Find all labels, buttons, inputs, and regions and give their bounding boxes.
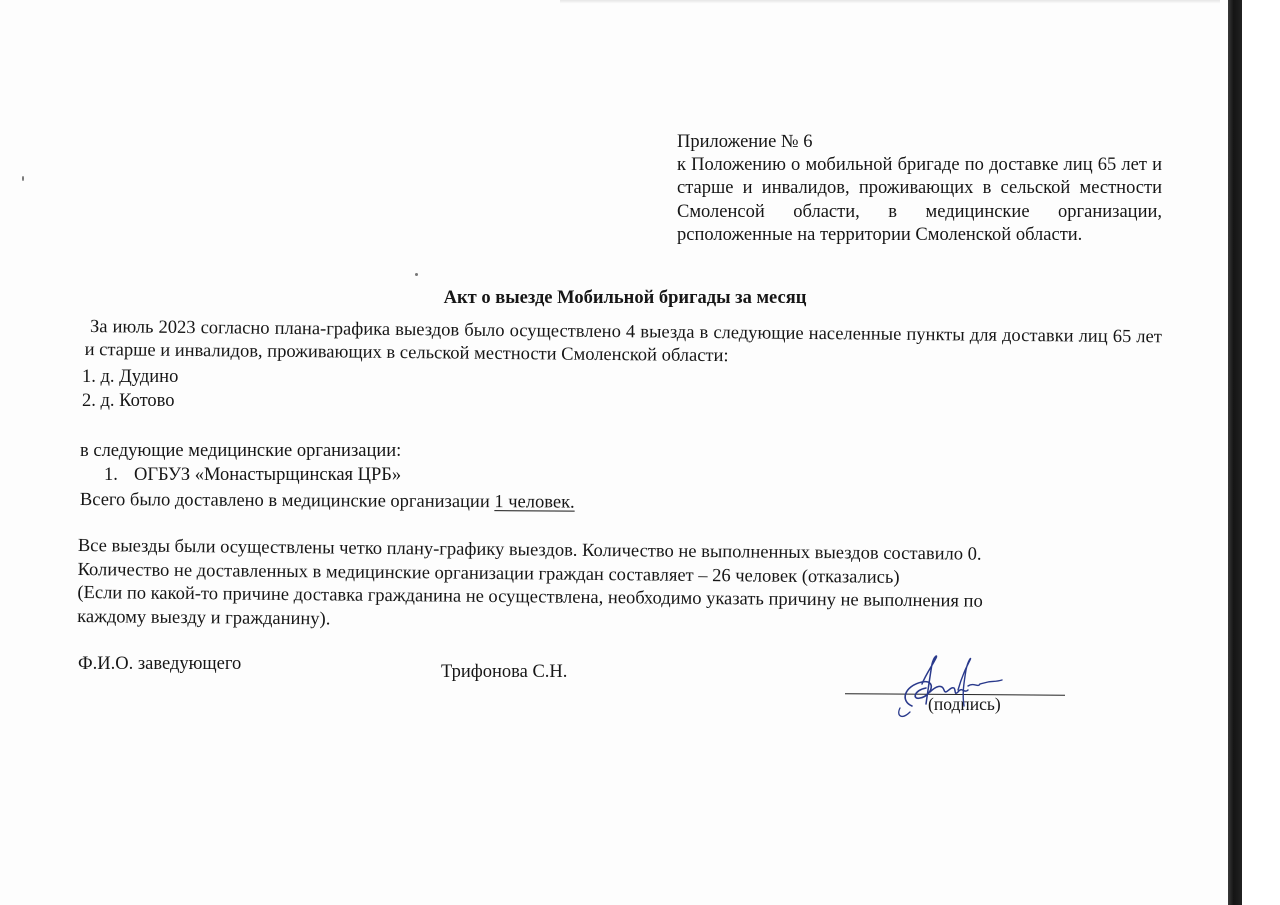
scan-speck	[22, 176, 24, 181]
appendix-reference: к Положению о мобильной бригаде по доставке лиц 65 лет и старше и инвалидов, проживающих в сельской местности Смоленсой области, в медицинские организации, рсположенные на территории Смоленской области.	[677, 155, 1162, 245]
document-title: Акт о выезде Мобильной бригады за месяц	[443, 288, 807, 308]
organization-name: ОГБУЗ «Монастырщинская ЦРБ»	[134, 465, 402, 485]
delivered-count: 1 человек.	[494, 492, 575, 513]
settlement-item: 2. д. Котово	[82, 391, 175, 411]
head-name: Трифонова С.Н.	[441, 662, 568, 682]
summary-line: Все выезды были осуществлены четко плану-графику выездов. Количество не выполненных выездов составило 0.	[77, 535, 982, 565]
delivered-total	[80, 490, 575, 514]
intro-text: За июль 2023 согласно плана-графика выездов было осуществлено 4 выезда в следующие населенные пункты для доставки лиц 65 лет и старше и инвалидов, проживающих в сельской местности Смоленской области:	[84, 317, 1162, 367]
organizations-intro: в следующие медицинские организации:	[80, 441, 402, 461]
head-label: Ф.И.О. заведующего	[78, 654, 242, 674]
handwritten-signature	[892, 646, 1017, 724]
intro-paragraph	[85, 316, 1162, 372]
scan-margin	[1242, 0, 1280, 905]
scan-shadow	[560, 0, 1220, 4]
appendix-header	[677, 131, 1162, 247]
signature-caption: (подпись)	[928, 694, 1001, 714]
scan-speck	[415, 273, 418, 276]
scan-border	[1228, 0, 1242, 905]
summary-line: Количество не доставленных в медицинские организации граждан составляет – 26 человек (отказались)	[77, 559, 900, 588]
settlement-item: 1. д. Дудино	[82, 367, 179, 387]
organization-item	[104, 465, 401, 486]
appendix-number: Приложение № 6	[677, 132, 813, 152]
summary-line: (Если по какой-то причине доставка гражданина не осуществлена, необходимо указать причину не выполнения по	[77, 582, 983, 612]
organization-number: 1.	[104, 465, 118, 485]
delivered-prefix: Всего было доставлено в медицинские организации	[79, 490, 495, 513]
summary-block	[77, 535, 1118, 639]
summary-line: каждому выезду и гражданину).	[77, 606, 331, 629]
